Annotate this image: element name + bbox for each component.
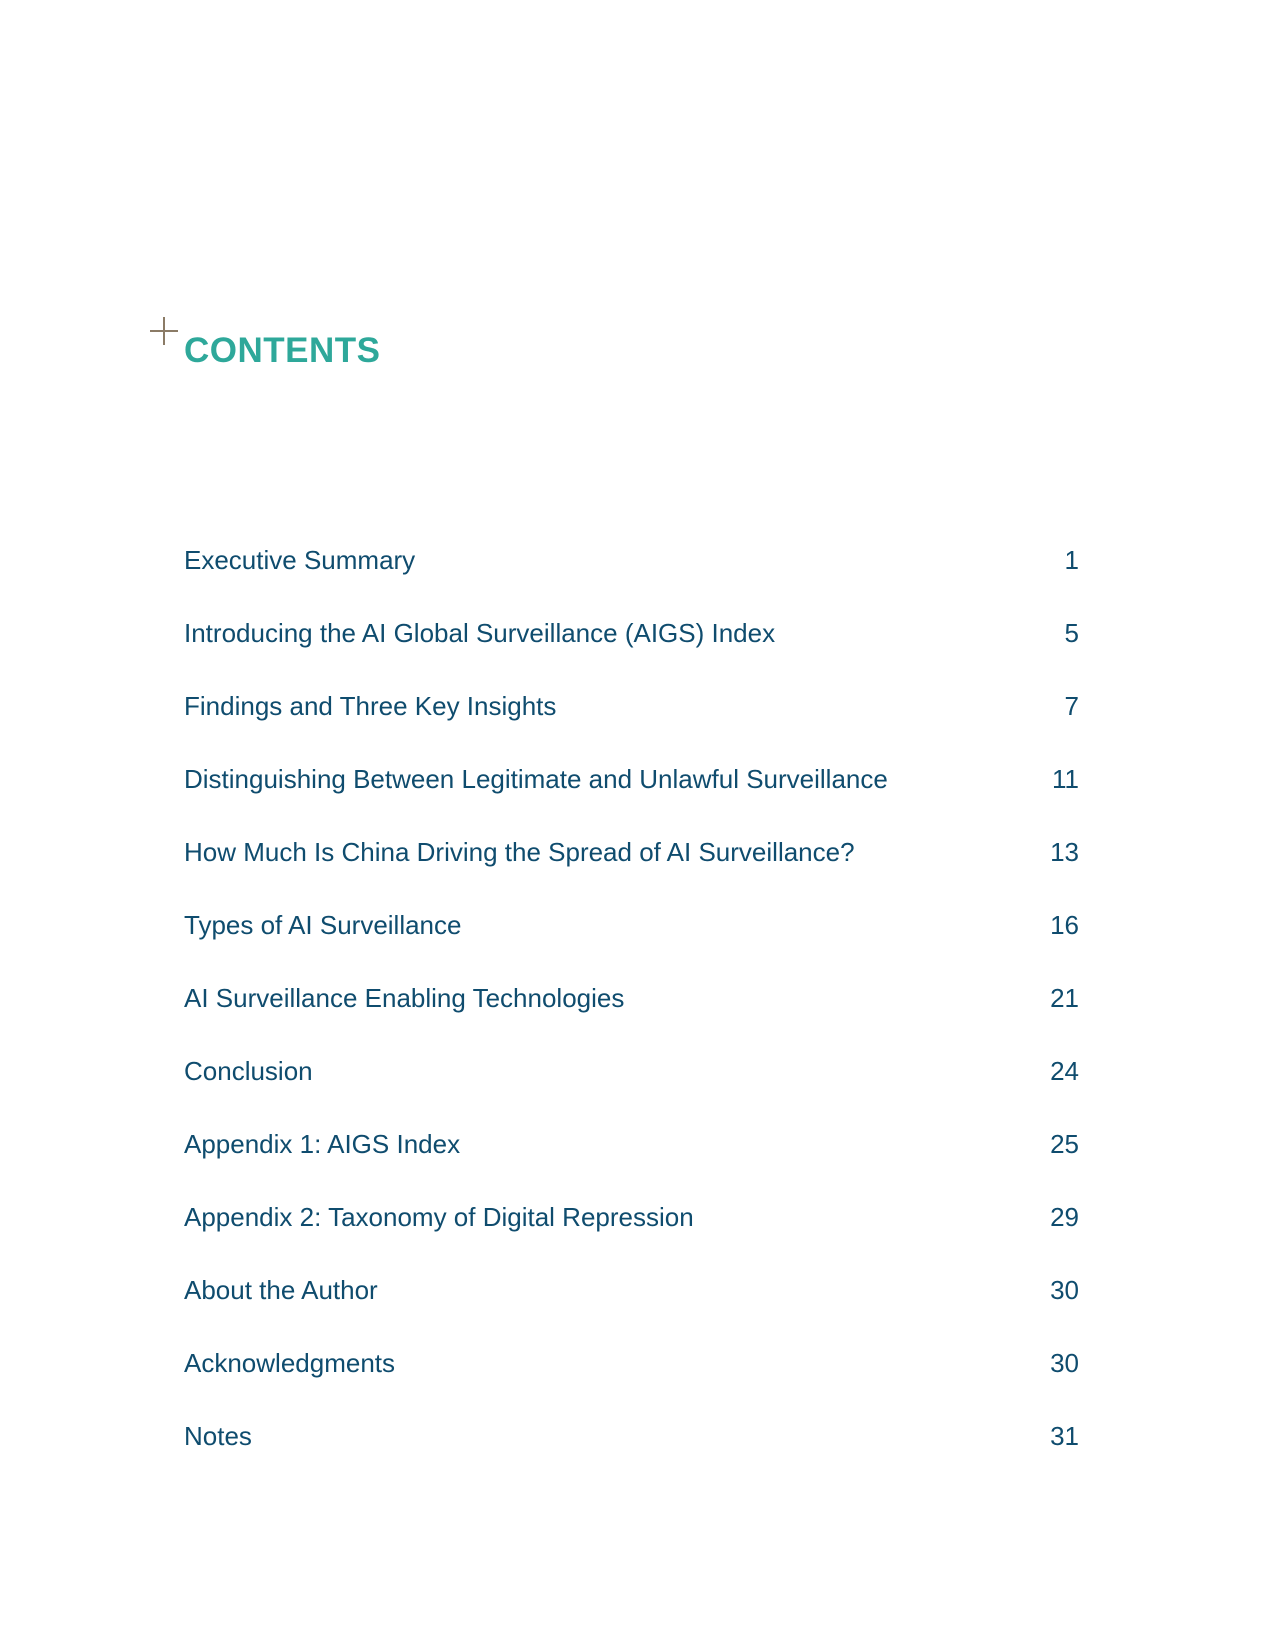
toc-entry-appendix-2[interactable] [184,1197,1079,1270]
plus-icon [150,317,178,345]
toc-entry-title: How Much Is China Driving the Spread of AI Surveillance? [184,837,855,867]
toc-entry-title: Notes [184,1421,252,1451]
toc-entry-about-author[interactable] [184,1270,1079,1343]
toc-entry-page: 30 [1050,1348,1079,1378]
toc-entry-findings[interactable] [184,686,1079,759]
toc-entry-types-of-surveillance[interactable] [184,905,1079,978]
toc-entry-page: 1 [1064,545,1079,575]
toc-entry-title: Types of AI Surveillance [184,910,462,940]
toc-entry-appendix-1[interactable] [184,1124,1079,1197]
toc-entry-page: 7 [1064,691,1079,721]
toc-entry-conclusion[interactable] [184,1051,1079,1124]
toc-entry-notes[interactable] [184,1416,1079,1489]
toc-entry-title: Conclusion [184,1056,313,1086]
toc-entry-executive-summary[interactable] [184,540,1079,613]
toc-entry-china-spread[interactable] [184,832,1079,905]
toc-entry-distinguishing-surveillance[interactable] [184,759,1079,832]
toc-entry-title: Appendix 1: AIGS Index [184,1129,461,1159]
toc-entry-page: 21 [1050,983,1079,1013]
toc-entry-page: 5 [1064,618,1079,648]
toc-entry-title: Executive Summary [184,545,416,575]
toc-entry-page: 11 [1052,764,1079,794]
toc-entry-page: 13 [1050,837,1079,867]
toc-entry-page: 30 [1050,1275,1079,1305]
toc-entry-enabling-technologies[interactable] [184,978,1079,1051]
toc-entry-page: 16 [1050,910,1079,940]
page-title: CONTENTS [184,331,381,370]
toc-entry-page: 24 [1050,1056,1079,1086]
toc-entry-title: About the Author [184,1275,378,1305]
toc-entry-introducing-aigs-index[interactable] [184,613,1079,686]
toc-entry-page: 25 [1050,1129,1079,1159]
toc-entry-title: Introducing the AI Global Surveillance (AIGS) Index [184,618,776,648]
toc-entry-title: Acknowledgments [184,1348,395,1378]
toc-entry-title: Distinguishing Between Legitimate and Unlawful Surveillance [184,764,888,794]
toc-entry-title: Appendix 2: Taxonomy of Digital Repression [184,1202,694,1232]
toc-entry-title: Findings and Three Key Insights [184,691,557,721]
table-of-contents [184,540,1079,1489]
toc-entry-title: AI Surveillance Enabling Technologies [184,983,625,1013]
toc-entry-acknowledgments[interactable] [184,1343,1079,1416]
toc-entry-page: 29 [1050,1202,1079,1232]
toc-entry-page: 31 [1050,1421,1079,1451]
